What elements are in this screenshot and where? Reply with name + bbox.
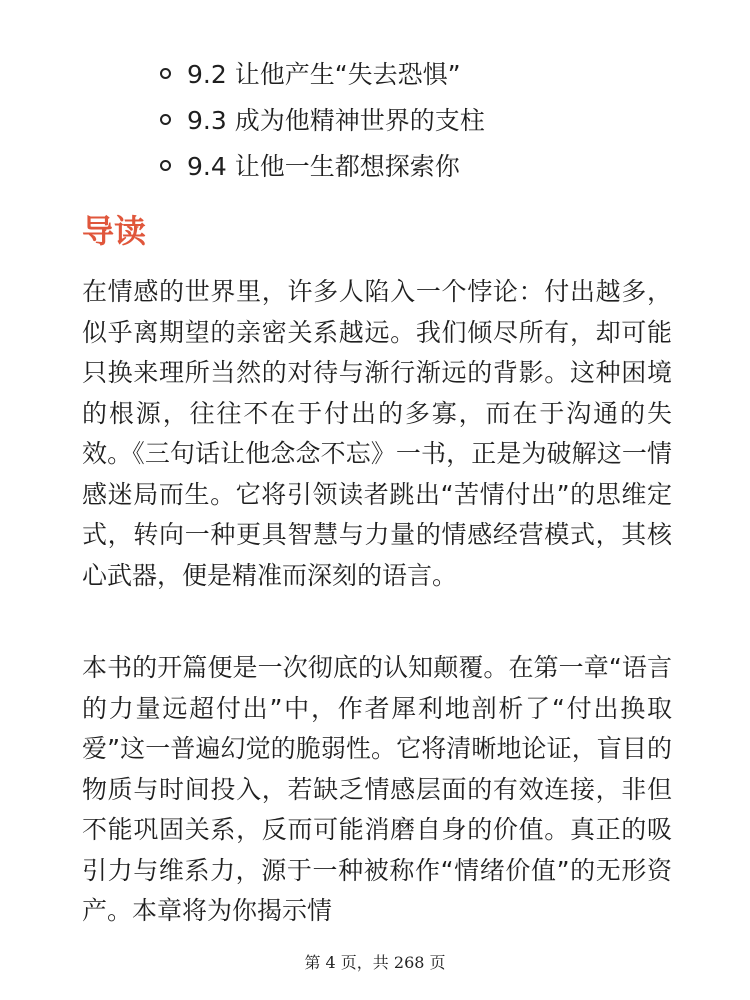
hollow-circle-bullet-icon [160, 160, 171, 171]
toc-item-label: 9.4 让他一生都想探索你 [187, 152, 460, 181]
body-paragraph: 本书的开篇便是一次彻底的认知颠覆。在第一章“语言的力量远超付出”中，作者犀利地剖析了“付出换取爱”这一普遍幻觉的脆弱性。它将清晰地论证，盲目的物质与时间投入，若缺乏情感层面的有效连接，非但不能巩固关系，反而可能消磨自身的价值。真正的吸引力与维系力，源于一种被称作“情绪价值”的无形资产。本章将为你揭示情 [82, 653, 672, 925]
toc-item-label: 9.2 让他产生“失去恐惧” [187, 60, 461, 89]
section-heading: 导读 [82, 212, 147, 250]
toc-item [160, 96, 485, 142]
hollow-circle-bullet-icon [160, 114, 171, 125]
toc-item [160, 142, 485, 188]
hollow-circle-bullet-icon [160, 68, 171, 79]
toc-item-label: 9.3 成为他精神世界的支柱 [187, 106, 485, 135]
page-number: 第 4 页，共 268 页 [304, 953, 446, 972]
toc-list [160, 50, 485, 188]
body-paragraph: 在情感的世界里，许多人陷入一个悖论：付出越多，似乎离期望的亲密关系越远。我们倾尽所有，却可能只换来理所当然的对待与渐行渐远的背影。这种困境的根源，往往不在于付出的多寡，而在于沟通的失效。《三句话让他念念不忘》一书，正是为破解这一情感迷局而生。它将引领读者跳出“苦情付出”的思维定式，转向一种更具智慧与力量的情感经营模式，其核心武器，便是精准而深刻的语言。 [82, 277, 672, 590]
toc-item [160, 50, 485, 96]
